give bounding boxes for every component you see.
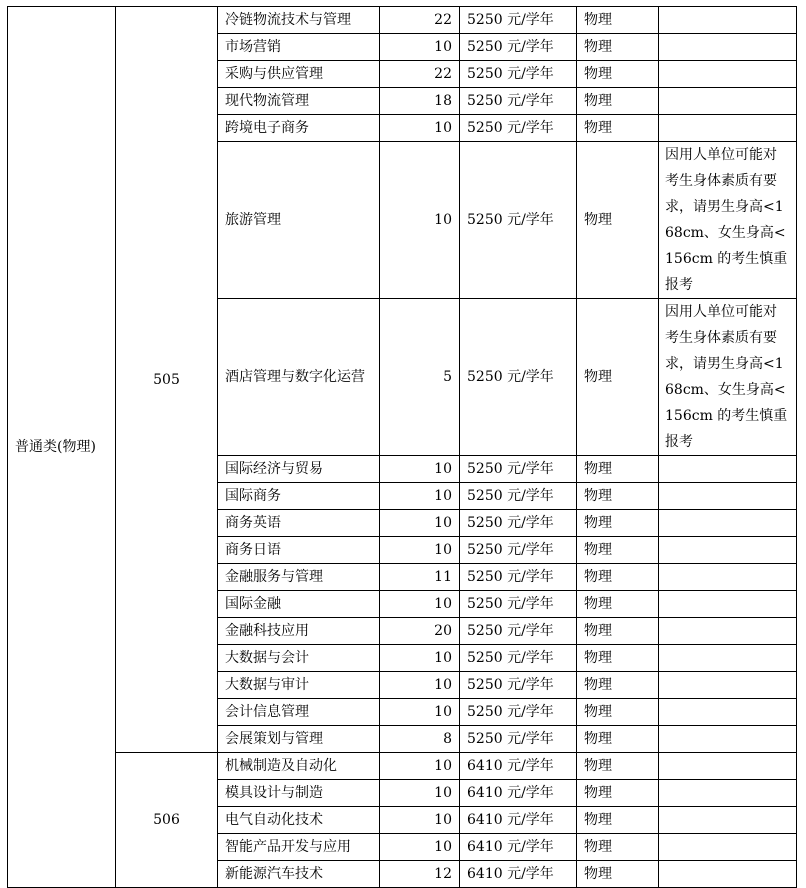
plan-count-cell: 10: [380, 834, 460, 861]
major-name-cell: 商务日语: [218, 537, 380, 564]
tuition-fee-cell: 5250 元/学年: [460, 726, 577, 753]
major-name-cell: 采购与供应管理: [218, 61, 380, 88]
note-cell: [659, 807, 797, 834]
major-name-cell: 金融服务与管理: [218, 564, 380, 591]
subject-cell: 物理: [577, 618, 659, 645]
major-name-cell: 大数据与审计: [218, 672, 380, 699]
major-name-cell: 金融科技应用: [218, 618, 380, 645]
note-cell: [659, 834, 797, 861]
subject-cell: 物理: [577, 672, 659, 699]
tuition-fee-cell: 5250 元/学年: [460, 537, 577, 564]
tuition-fee-cell: 5250 元/学年: [460, 142, 577, 299]
tuition-fee-cell: 5250 元/学年: [460, 299, 577, 456]
note-cell: [659, 726, 797, 753]
subject-cell: 物理: [577, 564, 659, 591]
note-cell: [659, 861, 797, 888]
major-name-cell: 新能源汽车技术: [218, 861, 380, 888]
major-name-cell: 会计信息管理: [218, 699, 380, 726]
major-name-cell: 会展策划与管理: [218, 726, 380, 753]
major-name-cell: 国际经济与贸易: [218, 456, 380, 483]
subject-cell: 物理: [577, 807, 659, 834]
plan-count-cell: 22: [380, 7, 460, 34]
tuition-fee-cell: 6410 元/学年: [460, 807, 577, 834]
tuition-fee-cell: 5250 元/学年: [460, 34, 577, 61]
note-cell: [659, 456, 797, 483]
tuition-fee-cell: 5250 元/学年: [460, 61, 577, 88]
table-row: [8, 7, 797, 34]
table-body: [8, 7, 797, 888]
tuition-fee-cell: 5250 元/学年: [460, 510, 577, 537]
subject-cell: 物理: [577, 34, 659, 61]
plan-count-cell: 10: [380, 456, 460, 483]
subject-cell: 物理: [577, 861, 659, 888]
plan-count-cell: 22: [380, 61, 460, 88]
note-cell: [659, 115, 797, 142]
major-name-cell: 大数据与会计: [218, 645, 380, 672]
note-cell: [659, 510, 797, 537]
plan-count-cell: 10: [380, 142, 460, 299]
subject-cell: 物理: [577, 591, 659, 618]
tuition-fee-cell: 5250 元/学年: [460, 591, 577, 618]
note-cell: [659, 591, 797, 618]
major-name-cell: 智能产品开发与应用: [218, 834, 380, 861]
plan-count-cell: 10: [380, 483, 460, 510]
tuition-fee-cell: 6410 元/学年: [460, 834, 577, 861]
plan-count-cell: 10: [380, 645, 460, 672]
subject-cell: 物理: [577, 483, 659, 510]
note-cell: [659, 672, 797, 699]
major-name-cell: 电气自动化技术: [218, 807, 380, 834]
tuition-fee-cell: 6410 元/学年: [460, 780, 577, 807]
subject-cell: 物理: [577, 726, 659, 753]
plan-count-cell: 5: [380, 299, 460, 456]
plan-count-cell: 10: [380, 34, 460, 61]
plan-count-cell: 18: [380, 88, 460, 115]
subject-cell: 物理: [577, 510, 659, 537]
table-row: [8, 753, 797, 780]
tuition-fee-cell: 5250 元/学年: [460, 483, 577, 510]
plan-count-cell: 10: [380, 753, 460, 780]
subject-cell: 物理: [577, 299, 659, 456]
plan-count-cell: 11: [380, 564, 460, 591]
plan-count-cell: 10: [380, 510, 460, 537]
subject-cell: 物理: [577, 753, 659, 780]
subject-cell: 物理: [577, 537, 659, 564]
plan-count-cell: 20: [380, 618, 460, 645]
major-name-cell: 模具设计与制造: [218, 780, 380, 807]
major-name-cell: 机械制造及自动化: [218, 753, 380, 780]
tuition-fee-cell: 5250 元/学年: [460, 699, 577, 726]
plan-count-cell: 10: [380, 537, 460, 564]
major-name-cell: 冷链物流技术与管理: [218, 7, 380, 34]
subject-cell: 物理: [577, 142, 659, 299]
category-cell: 普通类(物理): [8, 7, 116, 888]
subject-cell: 物理: [577, 456, 659, 483]
subject-cell: 物理: [577, 780, 659, 807]
note-cell: [659, 537, 797, 564]
tuition-fee-cell: 5250 元/学年: [460, 115, 577, 142]
subject-cell: 物理: [577, 7, 659, 34]
tuition-fee-cell: 6410 元/学年: [460, 861, 577, 888]
major-name-cell: 跨境电子商务: [218, 115, 380, 142]
plan-count-cell: 10: [380, 591, 460, 618]
major-name-cell: 酒店管理与数字化运营: [218, 299, 380, 456]
tuition-fee-cell: 5250 元/学年: [460, 88, 577, 115]
admission-plan-table: [7, 6, 797, 888]
subject-cell: 物理: [577, 115, 659, 142]
note-cell: 因用人单位可能对考生身体素质有要求，请男生身高<168cm、女生身高<156cm 的考生慎重报考: [659, 142, 797, 299]
major-name-cell: 国际商务: [218, 483, 380, 510]
subject-cell: 物理: [577, 88, 659, 115]
tuition-fee-cell: 5250 元/学年: [460, 456, 577, 483]
plan-count-cell: 12: [380, 861, 460, 888]
subject-cell: 物理: [577, 699, 659, 726]
note-cell: [659, 564, 797, 591]
plan-count-cell: 10: [380, 699, 460, 726]
tuition-fee-cell: 5250 元/学年: [460, 564, 577, 591]
plan-count-cell: 10: [380, 807, 460, 834]
plan-count-cell: 10: [380, 780, 460, 807]
tuition-fee-cell: 5250 元/学年: [460, 7, 577, 34]
tuition-fee-cell: 5250 元/学年: [460, 618, 577, 645]
plan-count-cell: 8: [380, 726, 460, 753]
subject-cell: 物理: [577, 834, 659, 861]
major-name-cell: 国际金融: [218, 591, 380, 618]
note-cell: [659, 483, 797, 510]
tuition-fee-cell: 6410 元/学年: [460, 753, 577, 780]
note-cell: [659, 34, 797, 61]
note-cell: [659, 645, 797, 672]
subject-cell: 物理: [577, 61, 659, 88]
plan-count-cell: 10: [380, 115, 460, 142]
note-cell: [659, 618, 797, 645]
major-name-cell: 商务英语: [218, 510, 380, 537]
major-name-cell: 现代物流管理: [218, 88, 380, 115]
group-code-cell: 506: [116, 753, 218, 888]
note-cell: [659, 7, 797, 34]
note-cell: [659, 780, 797, 807]
group-code-cell: 505: [116, 7, 218, 753]
note-cell: [659, 699, 797, 726]
tuition-fee-cell: 5250 元/学年: [460, 672, 577, 699]
note-cell: [659, 88, 797, 115]
major-name-cell: 市场营销: [218, 34, 380, 61]
tuition-fee-cell: 5250 元/学年: [460, 645, 577, 672]
note-cell: 因用人单位可能对考生身体素质有要求，请男生身高<168cm、女生身高<156cm 的考生慎重报考: [659, 299, 797, 456]
plan-count-cell: 10: [380, 672, 460, 699]
subject-cell: 物理: [577, 645, 659, 672]
note-cell: [659, 753, 797, 780]
note-cell: [659, 61, 797, 88]
major-name-cell: 旅游管理: [218, 142, 380, 299]
